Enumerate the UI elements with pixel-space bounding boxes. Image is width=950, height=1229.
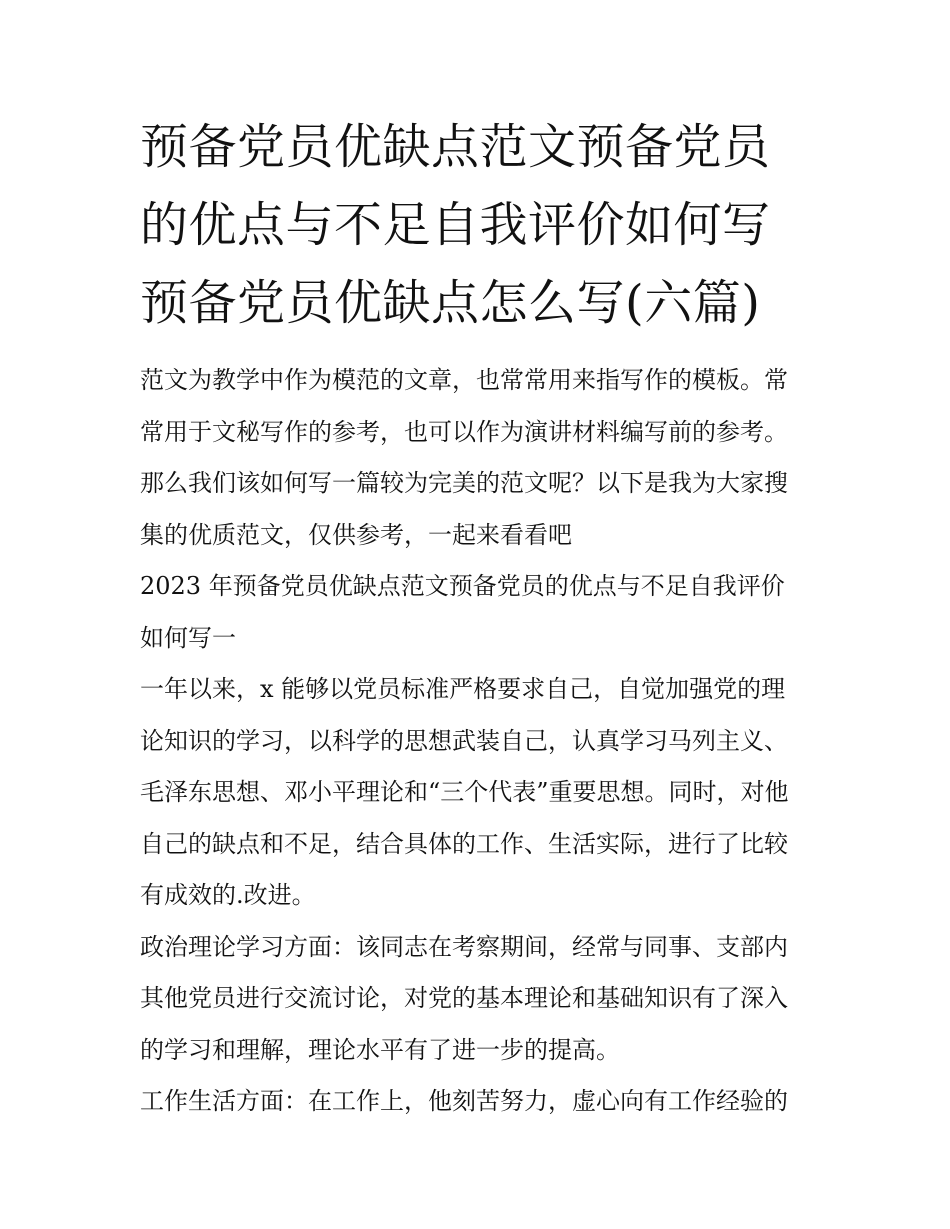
title-line: 预备党员优缺点范文预备党员 [140,119,771,175]
paragraph-line: 其他党员进行交流讨论，对党的基本理论和基础知识有了深入 [140,984,788,1012]
intro-line: 那么我们该如何写一篇较为完美的范文呢？以下是我为大家搜 [140,469,788,497]
intro-line: 常用于文秘写作的参考，也可以作为演讲材料编写前的参考。 [140,417,788,446]
paragraph-line: 自己的缺点和不足，结合具体的工作、生活实际，进行了比较 [140,829,788,858]
intro-line: 集的优质范文，仅供参考，一起来看看吧 [140,520,572,549]
document-body [140,355,820,1128]
intro-line: 范文为教学中作为模范的文章，也常常用来指写作的模板。常 [140,366,788,394]
section-heading-line: 如何写一 [140,623,236,652]
paragraph-line: 政治理论学习方面：该同志在考察期间，经常与同事、支部内 [140,932,788,961]
title-line: 的优点与不足自我评价如何写 [140,197,771,253]
section-heading-line: 2023 年预备党员优缺点范文预备党员的优点与不足自我评价 [140,572,785,600]
paragraph-line: 毛泽东思想、邓小平理论和“三个代表”重要思想。同时，对他 [140,778,789,806]
paragraph-line: 论知识的学习，以科学的思想武装自己，认真学习马列主义、 [140,726,788,755]
paragraph-line: 一年以来，x 能够以党员标准严格要求自己，自觉加强党的理 [140,675,786,703]
paragraph-line: 有成效的.改进。 [140,881,316,909]
document-title [140,108,820,342]
paragraph-line: 工作生活方面：在工作上，他刻苦努力，虚心向有工作经验的 [140,1087,788,1115]
title-line: 预备党员优缺点怎么写(六篇) [140,275,761,331]
paragraph-line: 的学习和理解，理论水平有了进一步的提高。 [140,1035,620,1064]
